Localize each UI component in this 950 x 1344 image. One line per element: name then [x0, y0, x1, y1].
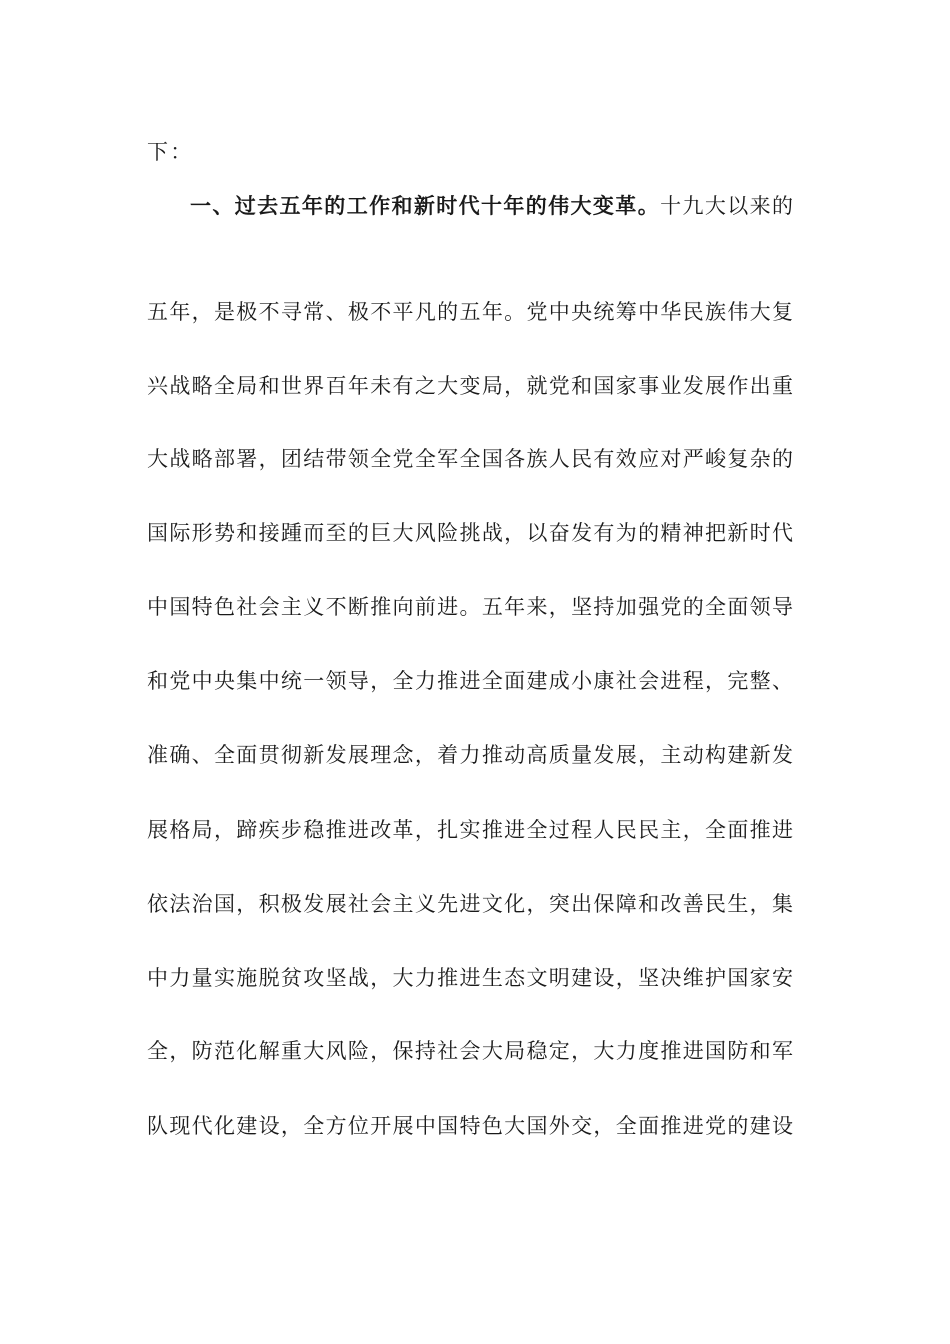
- paragraph-line: 五年，是极不寻常、极不平凡的五年。党中央统筹中华民族伟大复: [147, 300, 793, 324]
- paragraph-line: 兴战略全局和世界百年未有之大变局，就党和国家事业发展作出重: [147, 374, 793, 398]
- section-heading: 一、过去五年的工作和新时代十年的伟大变革。: [190, 193, 661, 218]
- paragraph-line: 中国特色社会主义不断推向前进。五年来，坚持加强党的全面领导: [147, 595, 793, 619]
- opening-line: 下：: [147, 140, 194, 164]
- paragraph-line: 国际形势和接踵而至的巨大风险挑战，以奋发有为的精神把新时代: [147, 521, 793, 545]
- paragraph-line: 十九大以来的: [660, 194, 793, 218]
- paragraph-line: 队现代化建设，全方位开展中国特色大国外交，全面推进党的建设: [147, 1114, 793, 1138]
- paragraph-line: 大战略部署，团结带领全党全军全国各族人民有效应对严峻复杂的: [147, 447, 793, 471]
- paragraph-line: 依法治国，积极发展社会主义先进文化，突出保障和改善民生，集: [147, 892, 793, 916]
- paragraph-line: 展格局，蹄疾步稳推进改革，扎实推进全过程人民民主，全面推进: [147, 818, 793, 842]
- paragraph-line: 准确、全面贯彻新发展理念，着力推动高质量发展，主动构建新发: [147, 743, 793, 767]
- paragraph-line: 和党中央集中统一领导，全力推进全面建成小康社会进程，完整、: [147, 669, 793, 693]
- paragraph-first-line: [190, 186, 793, 226]
- paragraph-line: 全，防范化解重大风险，保持社会大局稳定，大力度推进国防和军: [147, 1039, 793, 1063]
- paragraph-line: 中力量实施脱贫攻坚战，大力推进生态文明建设，坚决维护国家安: [147, 966, 793, 990]
